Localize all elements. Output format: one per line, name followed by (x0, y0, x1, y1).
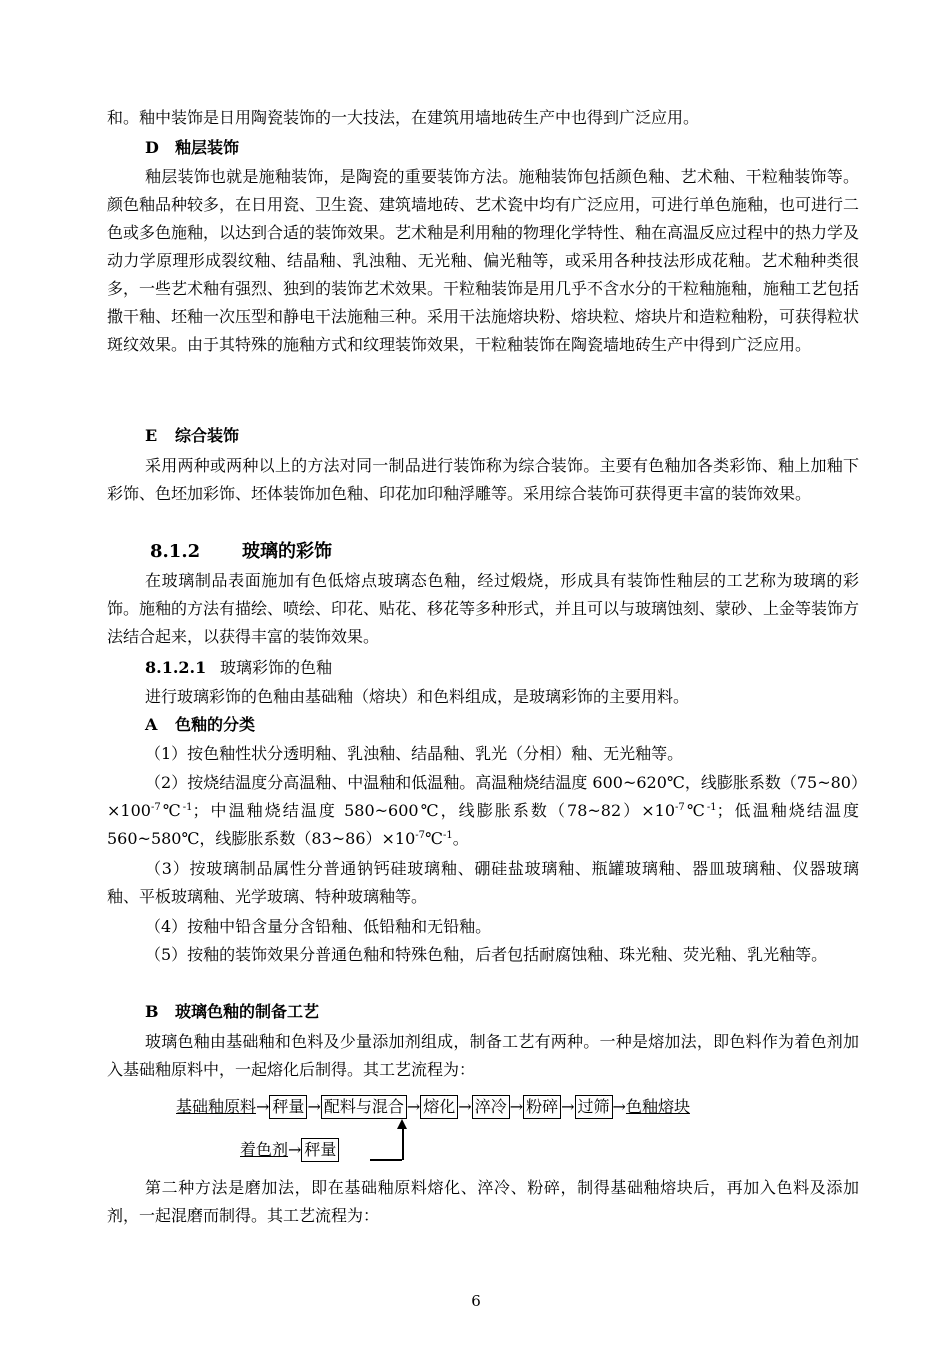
flow-start: 基础釉原料 (176, 1097, 257, 1116)
list-item-2 (107, 769, 859, 853)
flow-side-step: 秤量 (301, 1138, 339, 1162)
heading-letter: E (145, 426, 158, 445)
connector-line-vertical (402, 1127, 404, 1160)
superscript: -7 (675, 802, 685, 813)
flow-step: 过筛 (575, 1095, 613, 1119)
heading-a (145, 711, 255, 739)
flow-step: 秤量 (269, 1095, 307, 1119)
arrow-icon: → (307, 1097, 321, 1116)
heading-d (145, 134, 239, 162)
paragraph-8-1-2: 在玻璃制品表面施加有色低熔点玻璃态色釉，经过煅烧，形成具有装饰性釉层的工艺称为玻璃的彩饰。施釉的方法有描绘、喷绘、印花、贴花、移花等多种形式，并且可以与玻璃蚀刻、蒙砂、上金等装饰方法结合起来，以获得丰富的装饰效果。 (107, 571, 860, 646)
section-heading-8-1-2 (150, 538, 332, 566)
superscript: -1 (182, 802, 193, 813)
process-flow-side (240, 1138, 339, 1162)
arrow-icon: → (561, 1097, 575, 1116)
heading-e (145, 422, 239, 450)
heading-letter: D (145, 138, 159, 157)
item-text: 。 (452, 829, 469, 848)
flow-side-start: 着色剂 (240, 1140, 289, 1159)
flow-step: 配料与混合 (321, 1095, 407, 1119)
subsection-number: 8.1.2.1 (145, 658, 207, 677)
list-item-5: （5）按釉的装饰效果分普通色釉和特殊色釉，后者包括耐腐蚀釉、珠光釉、荧光釉、乳光釉等。 (145, 945, 828, 964)
superscript: -7 (415, 830, 426, 841)
flow-step: 熔化 (420, 1095, 458, 1119)
item-text: ℃ (160, 801, 183, 820)
item-text: （2）按烧结温度分高温釉、中温釉和低温釉。高温釉烧结温度 600~620℃，线膨胀系数（75~80）×100 (107, 773, 859, 820)
flow-step: 淬冷 (472, 1095, 510, 1119)
superscript: -1 (706, 802, 717, 813)
arrow-icon: → (612, 1097, 626, 1116)
heading-b (145, 998, 319, 1026)
superscript: -7 (150, 802, 161, 813)
up-arrow-icon (397, 1119, 407, 1129)
heading-title: 色釉的分类 (175, 715, 256, 734)
paragraph-b: 玻璃色釉由基础釉和色料及少量添加剂组成，制备工艺有两种。一种是熔加法，即色料作为着色剂加入基础釉原料中，一起熔化后制得。其工艺流程为： (107, 1032, 859, 1079)
paragraph-d: 釉层装饰也就是施釉装饰，是陶瓷的重要装饰方法。施釉装饰包括颜色釉、艺术釉、干粒釉装饰等。颜色釉品种较多，在日用瓷、卫生瓷、建筑墙地砖、艺术瓷中均有广泛应用，可进行单色施釉，也可进行二色或多色施釉，以达到合适的装饰效果。艺术釉是利用釉的物理化学特性、釉在高温反应过程中的热力学及动力学原理形成裂纹釉、结晶釉、乳浊釉、无光釉、偏光釉等，或采用各种技法形成花釉。艺术釉种类很多，一些艺术釉有强烈、独到的装饰艺术效果。干粒釉装饰是用几乎不含水分的干粒釉施釉，施釉工艺包括撒干釉、坯釉一次压型和静电干法施釉三种。采用干法施熔块粉、熔块粒、熔块片和造粒釉粉，可获得粒状斑纹效果。由于其特殊的施釉方式和纹理装饰效果，干粒釉装饰在陶瓷墙地砖生产中得到广泛应用。 (107, 167, 860, 354)
subsection-title: 玻璃彩饰的色釉 (220, 658, 333, 677)
heading-letter: B (145, 1002, 159, 1021)
arrow-icon: → (509, 1097, 524, 1116)
paragraph-last: 第二种方法是磨加法，即在基础釉原料熔化、淬冷、粉碎，制得基础釉熔块后，再加入色料及添加剂，一起混磨而制得。其工艺流程为： (107, 1178, 859, 1225)
connector-line-horizontal (370, 1159, 402, 1161)
item-text: ℃ (425, 829, 443, 848)
arrow-icon: → (458, 1097, 472, 1116)
list-item-1: （1）按色釉性状分透明釉、乳浊釉、结晶釉、乳光（分相）釉、无光釉等。 (145, 744, 684, 763)
heading-title: 综合装饰 (175, 426, 240, 445)
item-text: ℃ (684, 801, 707, 820)
list-item-4: （4）按釉中铅含量分含铅釉、低铅釉和无铅釉。 (145, 917, 492, 936)
arrow-icon: → (256, 1097, 270, 1116)
paragraph-intro: 和。釉中装饰是日用陶瓷装饰的一大技法，在建筑用墙地砖生产中也得到广泛应用。 (107, 108, 700, 127)
heading-title: 釉层装饰 (175, 138, 240, 157)
flow-step: 粉碎 (523, 1095, 561, 1119)
item-text: ；低温釉烧结温度 560~580℃，线膨胀系数（83~86）×10 (107, 801, 859, 848)
superscript: -1 (442, 830, 453, 841)
heading-title: 玻璃色釉的制备工艺 (175, 1002, 320, 1021)
paragraph-e: 采用两种或两种以上的方法对同一制品进行装饰称为综合装饰。主要有色釉加各类彩饰、釉上加釉下彩饰、色坯加彩饰、坯体装饰加色釉、印花加印釉浮雕等。采用综合装饰可获得更丰富的装饰效果。 (107, 456, 859, 503)
process-flow-main (176, 1095, 690, 1119)
arrow-icon: → (406, 1097, 421, 1116)
item-text: ；中温釉烧结温度 580~600℃，线膨胀系数（78~82）×10 (192, 801, 676, 820)
section-number: 8.1.2 (150, 541, 201, 562)
section-title: 玻璃的彩饰 (242, 541, 332, 562)
list-item-3: （3）按玻璃制品属性分普通钠钙硅玻璃釉、硼硅盐玻璃釉、瓶罐玻璃釉、器皿玻璃釉、仪器玻璃釉、平板玻璃釉、光学玻璃、特种玻璃釉等。 (107, 859, 859, 906)
heading-letter: A (145, 715, 158, 734)
flow-end: 色釉熔块 (625, 1097, 690, 1116)
paragraph-8-1-2-1: 进行玻璃彩饰的色釉由基础釉（熔块）和色料组成，是玻璃彩饰的主要用料。 (145, 687, 690, 706)
arrow-icon: → (288, 1140, 302, 1159)
page-number: 6 (471, 1292, 481, 1310)
subsection-heading-8-1-2-1 (145, 654, 332, 682)
